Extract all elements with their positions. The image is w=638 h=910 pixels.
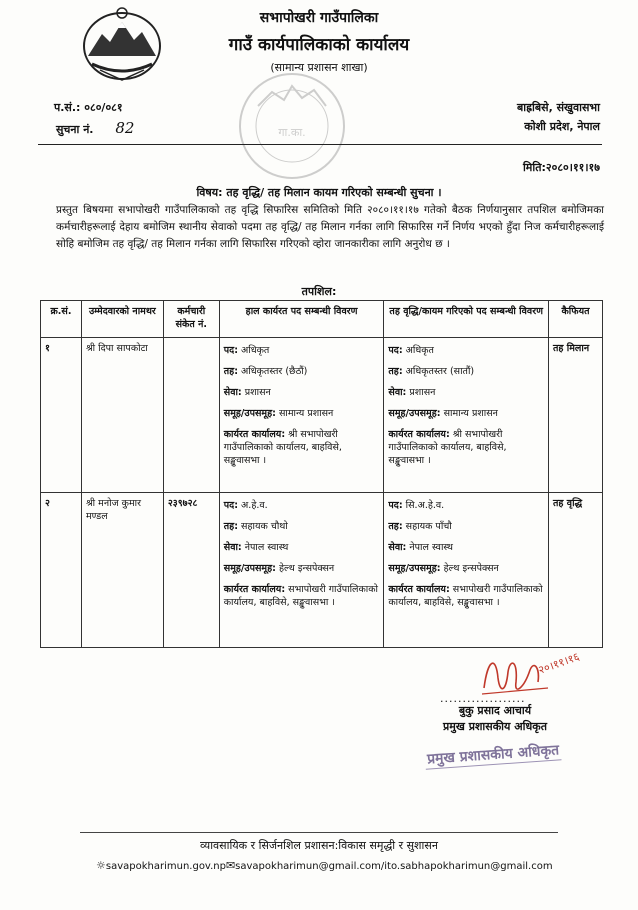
row-new-details: पद: अधिकृत तह: अधिकृतस्तर (सातौं) सेवा: प्रशासन समूह/उपसमूह: सामान्य प्रशासन कार्यरत कार्यालय: श्री सभापोखरी गाउँपालिकाको कार्यालय, बाहविसे, सङ्खुवासभा । bbox=[384, 338, 549, 493]
office-title: गाउँ कार्यपालिकाको कार्यालय bbox=[228, 35, 410, 55]
table-row bbox=[41, 338, 603, 493]
designation-rubber-stamp: प्रमुख प्रशासकीय अधिकृत bbox=[424, 740, 561, 769]
col-header-name: उम्मेदवारको नामथर bbox=[81, 301, 163, 338]
row-name: श्री मनोज कुमार मण्डल bbox=[81, 493, 163, 648]
notice-number-label bbox=[56, 119, 134, 137]
col-header-remark: कैफियत bbox=[549, 301, 603, 338]
row-sn: २ bbox=[41, 493, 82, 648]
signature-line: ................... bbox=[440, 692, 526, 705]
table-row bbox=[41, 493, 603, 648]
row-remark: तह वृद्धि bbox=[549, 493, 603, 648]
section-name: (सामान्य प्रशासन शाखा) bbox=[270, 61, 368, 74]
row-code bbox=[163, 338, 219, 493]
footer-motto: व्यावसायिक र सिर्जनशिल प्रशासन:विकास समृद्धी र सुशासन bbox=[200, 839, 438, 852]
svg-text:गा.का.: गा.का. bbox=[278, 126, 306, 139]
email-link-1[interactable]: savapokharimun@gmail.com/ bbox=[235, 861, 385, 872]
notice-number-handwritten: 82 bbox=[115, 119, 135, 137]
notice-subject: विषय: तह वृद्धि/ तह मिलान कायम गरिएको सम्बन्धी सुचना । bbox=[196, 186, 442, 199]
staff-table bbox=[40, 300, 603, 648]
signatory-title: प्रमुख प्रशासकीय अधिकृत bbox=[443, 720, 547, 733]
table-header-row bbox=[41, 301, 603, 338]
envelope-icon: ✉ bbox=[225, 859, 236, 872]
row-current-details: पद: अ.हे.व. तह: सहायक चौथो सेवा: नेपाल स्वास्थ समूह/उपसमूह: हेल्थ इन्सपेक्सन कार्यरत कार्यालय: सभापोखरी गाउँपालिकाको कार्यालय, बाहविसे, सङ्खुवासभा । bbox=[219, 493, 384, 648]
footer-contacts bbox=[96, 859, 553, 872]
col-header-current-post: हाल कार्यरत पद सम्बन्धी विवरण bbox=[219, 301, 384, 338]
office-seal-stamp bbox=[218, 66, 366, 184]
row-code: २३९७२८ bbox=[163, 493, 219, 648]
details-heading: तपशिल: bbox=[301, 285, 337, 298]
row-remark: तह मिलान bbox=[549, 338, 603, 493]
signatory-name: बुकु प्रसाद आचार्य bbox=[458, 704, 532, 717]
row-name: श्री दिपा सापकोटा bbox=[81, 338, 163, 493]
globe-icon: ☼ bbox=[96, 859, 106, 872]
row-new-details: पद: सि.अ.हे.व. तह: सहायक पाँचौ सेवा: नेपाल स्वास्थ समूह/उपसमूह: हेल्थ इन्सपेक्सन कार्यरत कार्यालय: सभापोखरी गाउँपालिकाको कार्यालय, बाहविसे, सङ्खुवासभा । bbox=[384, 493, 549, 648]
letter-number: प.सं.: ०८०/०८१ bbox=[54, 101, 123, 114]
address-line-2: कोशी प्रदेश, नेपाल bbox=[524, 120, 600, 133]
notice-label-text: सुचना नं. bbox=[56, 123, 94, 136]
email-link-2[interactable]: ito.sabhapokharimun@gmail.com bbox=[384, 861, 553, 872]
notice-date: मिति:२०८०।११।१७ bbox=[522, 161, 600, 174]
col-header-new-post: तह वृद्धि/कायम गरिएको पद सम्बन्धी विवरण bbox=[384, 301, 549, 338]
footer-divider bbox=[80, 832, 558, 833]
website-link[interactable]: savapokharimun.gov.np bbox=[105, 861, 226, 872]
col-header-sn: क्र.सं. bbox=[41, 301, 82, 338]
header-divider bbox=[38, 144, 602, 145]
row-sn: १ bbox=[41, 338, 82, 493]
signature-date: २०।११।१६ bbox=[536, 650, 582, 677]
notice-body: प्रस्तुत बिषयमा सभापोखरी गाउँपालिकाको तह वृद्धि सिफारिस समितिको मिति २०८०।११।१७ गतेको बैठक निर्णयानुसार तपशिल बमोजिमका कर्मचारीहरूलाई देहाय बमोजिम स्थानीय सेवाको पदमा तह वृद्धि/ तह मिलान गर्नका लागि सिफारिस गर्ने निर्णय भएको हुँदा निज कर्मचारीहरूलाई सोहि बमोजिम तह वृद्धि/ तह मिलान गर्नका लागि सिफारिस गरिएको व्होरा जानकारीका लागि अनुरोध छ । bbox=[56, 204, 604, 250]
row-current-details: पद: अधिकृत तह: अधिकृतस्तर (छैठौं) सेवा: प्रशासन समूह/उपसमूह: सामान्य प्रशासन कार्यरत कार्यालय: श्री सभापोखरी गाउँपालिकाको कार्यालय, बाहविसे, सङ्खुवासभा । bbox=[219, 338, 384, 493]
address-line-1: बाह्रबिसे, संखुवासभा bbox=[517, 101, 600, 114]
col-header-code: कर्मचारी संकेत नं. bbox=[163, 301, 219, 338]
municipality-name: सभापोखरी गाउँपालिका bbox=[259, 10, 379, 26]
